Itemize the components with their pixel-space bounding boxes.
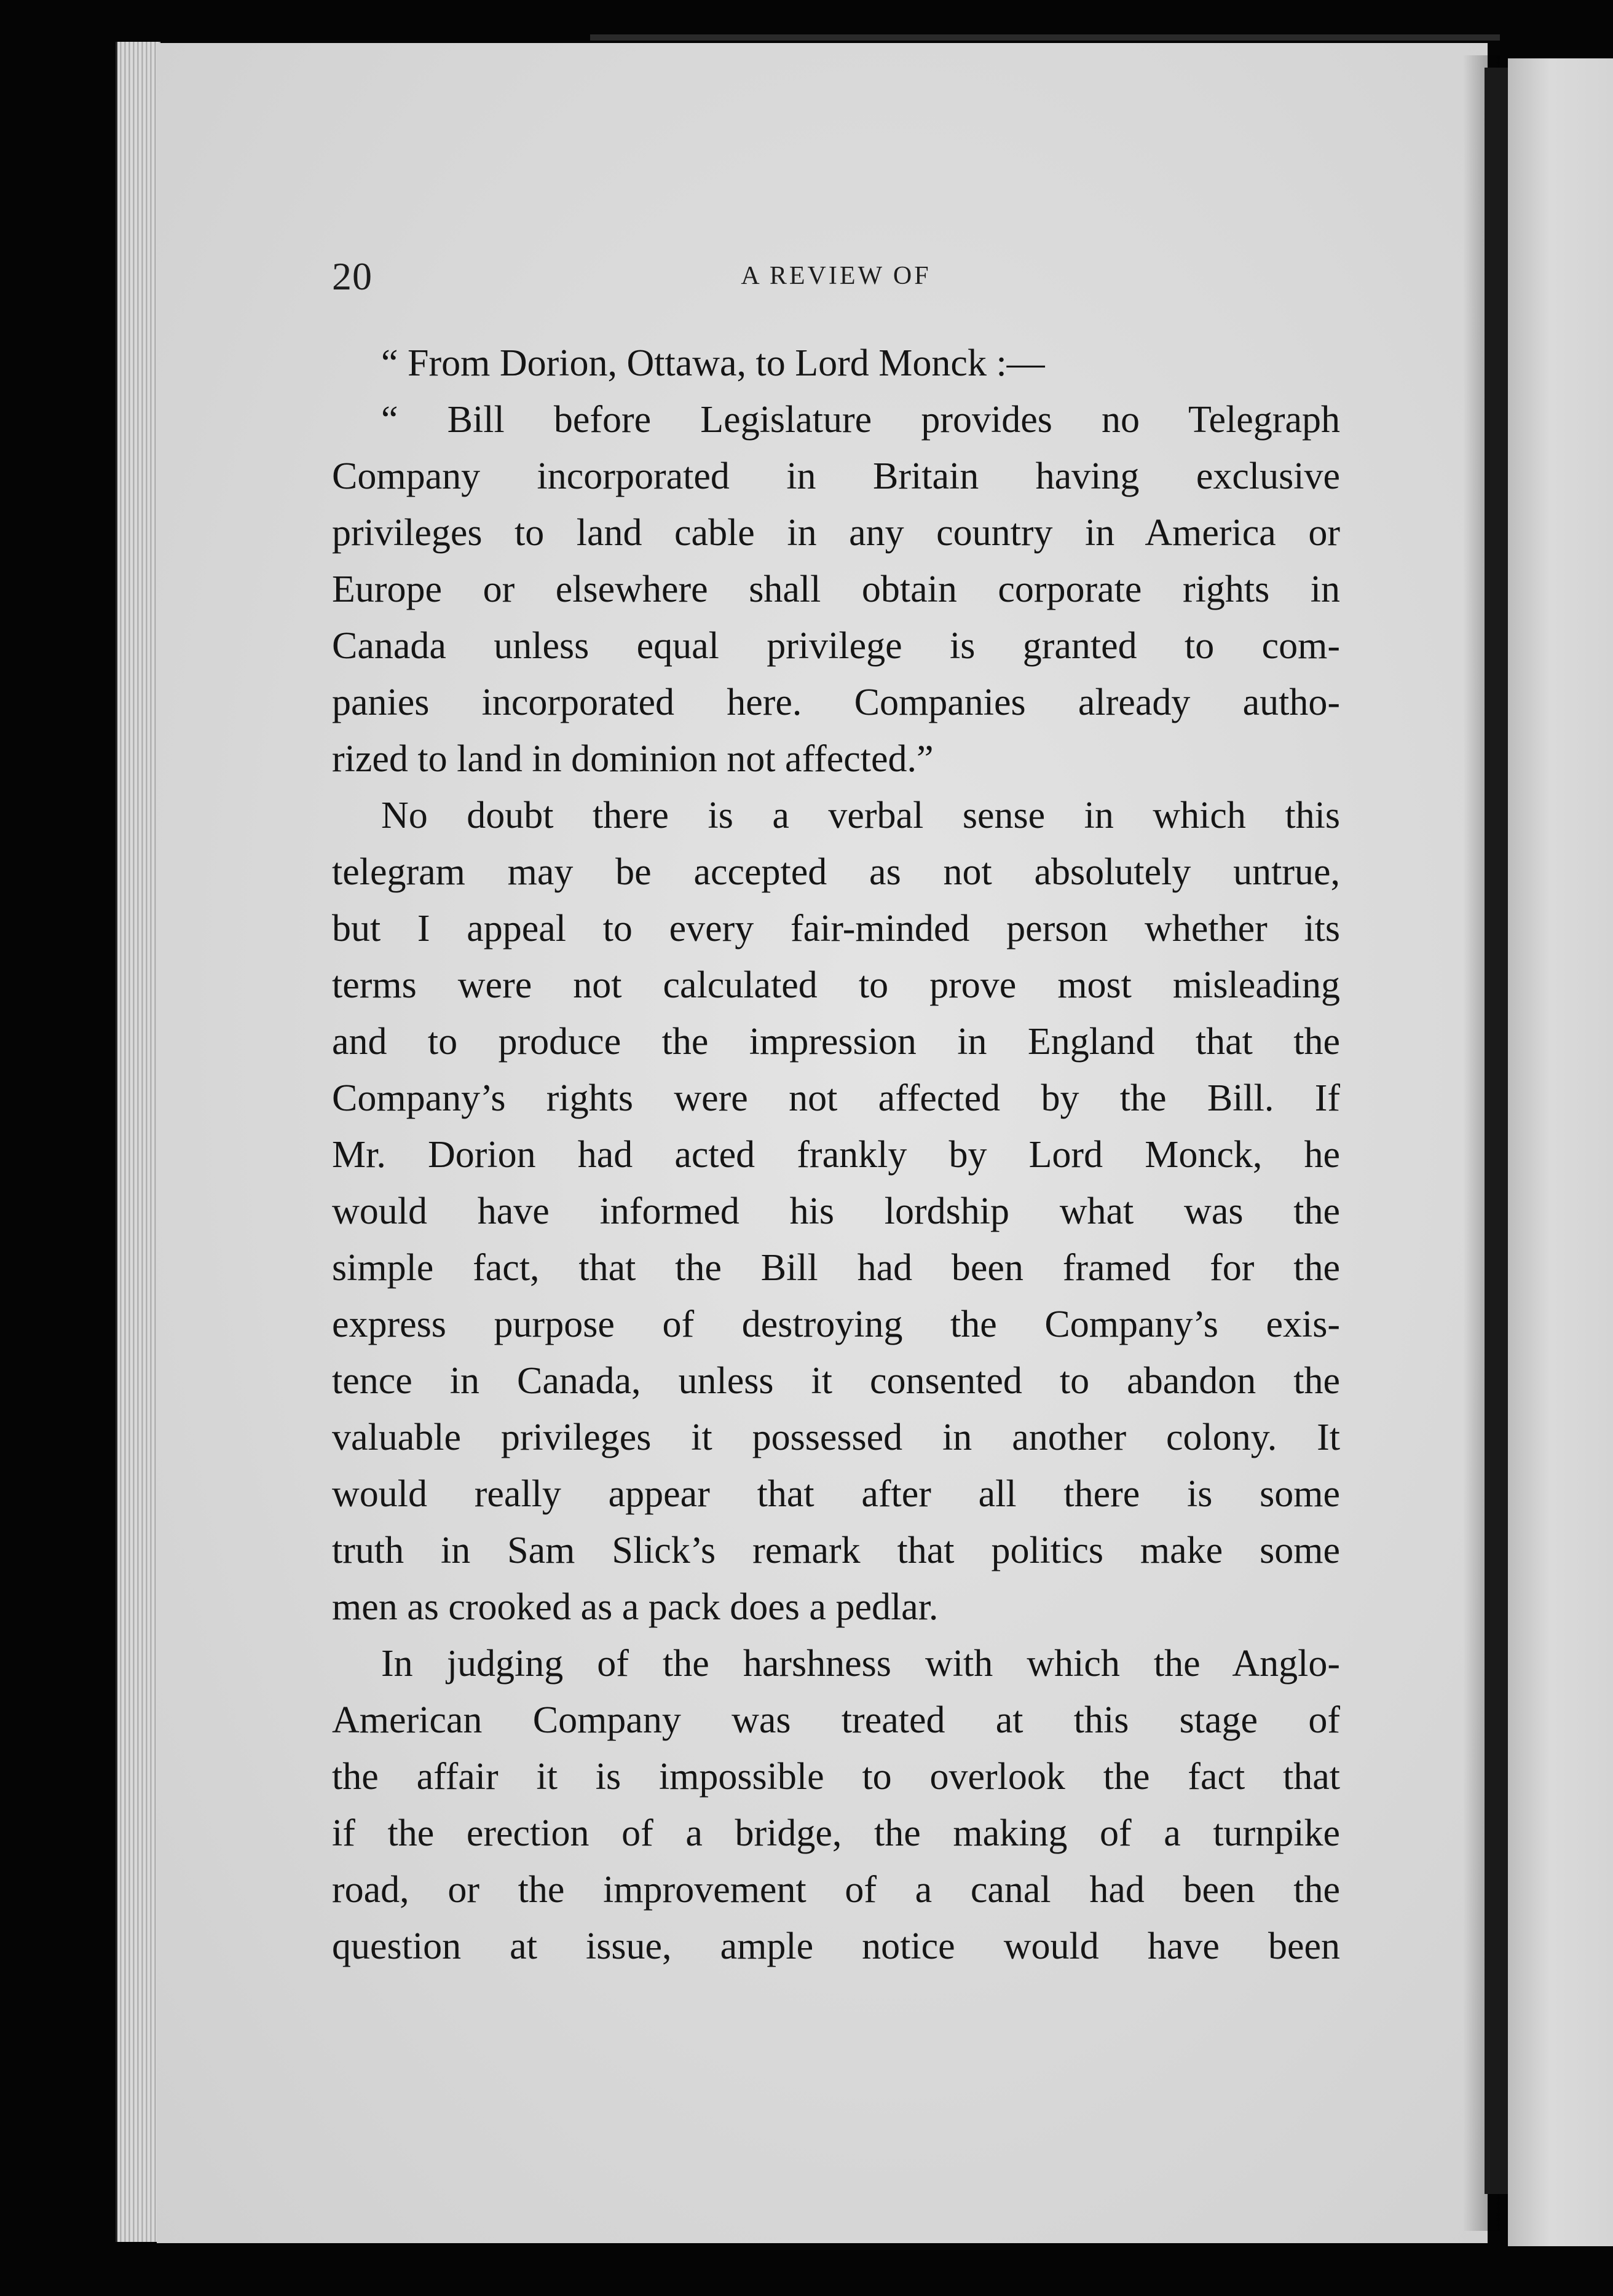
page-edges [116, 42, 160, 2242]
text-line: men as crooked as a pack does a pedlar. [332, 1586, 939, 1628]
text-line: Europe or elsewhere shall obtain corporate rights in [332, 568, 1340, 610]
text-line: road, or the improvement of a canal had been the [332, 1869, 1340, 1911]
text-line: tence in Canada, unless it consented to abandon the [332, 1360, 1340, 1402]
text-line: Mr. Dorion had acted frankly by Lord Monck, he [332, 1134, 1340, 1176]
running-head [332, 243, 1340, 316]
text-line: “ From Dorion, Ottawa, to Lord Monck :— [381, 342, 1045, 384]
text-line: would really appear that after all there is some [332, 1473, 1340, 1515]
text-line: truth in Sam Slick’s remark that politics make some [332, 1530, 1340, 1571]
text-line: but I appeal to every fair-minded person whether its [332, 908, 1340, 949]
text-line: In judging of the harshness with which the Anglo- [381, 1643, 1340, 1685]
text-line: Canada unless equal privilege is granted to com- [332, 625, 1340, 667]
text-line: valuable privileges it possessed in another colony. It [332, 1417, 1340, 1458]
page-number: 20 [332, 254, 373, 298]
text-line: question at issue, ample notice would have been [332, 1925, 1340, 1967]
text-line: and to produce the impression in England that the [332, 1021, 1340, 1063]
text-line: would have informed his lordship what was the [332, 1190, 1340, 1232]
text-line: privileges to land cable in any country in America or [332, 512, 1340, 554]
text-line: panies incorporated here. Companies already autho- [332, 682, 1340, 723]
text-line: rized to land in dominion not affected.” [332, 738, 934, 780]
text-line: telegram may be accepted as not absolutely untrue, [332, 851, 1340, 893]
top-edge-shadow [590, 34, 1500, 41]
text-line: No doubt there is a verbal sense in which this [381, 795, 1340, 836]
running-title: A REVIEW OF [741, 262, 931, 290]
book-spine [1485, 68, 1508, 2194]
facing-page-edge [1508, 58, 1613, 2246]
text-line: Company incorporated in Britain having exclusive [332, 455, 1340, 497]
body-text [332, 335, 1340, 1975]
text-line: terms were not calculated to prove most misleading [332, 964, 1340, 1006]
text-line: if the erection of a bridge, the making of a turnpike [332, 1812, 1340, 1854]
text-line: Company’s rights were not affected by the Bill. If [332, 1077, 1340, 1119]
text-line: simple fact, that the Bill had been framed for the [332, 1247, 1340, 1289]
text-line: “ Bill before Legislature provides no Telegraph [381, 399, 1340, 441]
text-line: American Company was treated at this stage of [332, 1699, 1340, 1741]
text-line: express purpose of destroying the Company’s exis- [332, 1303, 1340, 1345]
text-line: the affair it is impossible to overlook the fact that [332, 1756, 1340, 1798]
